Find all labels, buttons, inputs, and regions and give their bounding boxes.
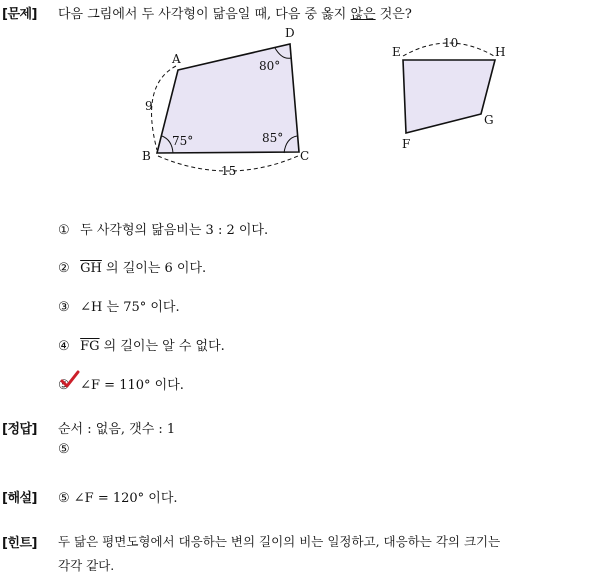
- quad-ehgf: [403, 60, 495, 133]
- answer-tag: [정답]: [2, 422, 37, 437]
- answer-line-1: 순서 : 없음, 갯수 : 1: [58, 422, 176, 437]
- question-prefix: 다음 그림에서 두 사각형이 닮음일 때, 다음 중 옳지: [58, 7, 351, 22]
- option-text: ∠H 는 75° 이다.: [80, 300, 180, 315]
- label-d: D: [285, 26, 295, 40]
- explanation-tag: [해설]: [2, 491, 37, 506]
- option-1[interactable]: [58, 219, 268, 238]
- problem-tag: [문제]: [2, 7, 37, 22]
- option-number: ⑤: [58, 378, 70, 393]
- option-text: 두 사각형의 닮음비는 3 : 2 이다.: [80, 223, 269, 238]
- label-bc-length: 15: [221, 164, 237, 178]
- label-e: E: [392, 45, 401, 59]
- label-b: B: [142, 149, 151, 163]
- option-text: 의 길이는 알 수 없다.: [99, 339, 225, 354]
- label-eh-length: 10: [443, 36, 459, 50]
- option-number: ④: [58, 339, 70, 354]
- label-angle-b: 75°: [172, 134, 194, 148]
- option-number: ②: [58, 261, 70, 276]
- hint-line-1: 두 닮은 평면도형에서 대응하는 변의 길이의 비는 일정하고, 대응하는 각의 크기는: [58, 534, 501, 549]
- label-g: G: [484, 113, 494, 127]
- hint-line-2: 각각 같다.: [58, 558, 115, 573]
- label-angle-d: 80°: [259, 59, 281, 73]
- option-number: ①: [58, 223, 70, 238]
- option-text: ∠F = 110° 이다.: [80, 378, 184, 393]
- label-f: F: [402, 137, 411, 151]
- segment-gh: $\overline{GH}$: [80, 261, 102, 276]
- answer-line-2: ⑤: [58, 442, 70, 457]
- option-text: 의 길이는 6 이다.: [101, 261, 207, 276]
- question-suffix: 것은?: [375, 7, 412, 22]
- checkmark-icon: [60, 370, 80, 390]
- question-emphasis: 않은: [350, 7, 376, 22]
- label-a: A: [172, 52, 181, 66]
- label-c: C: [300, 149, 310, 163]
- segment-fg: $\overline{FG}$: [80, 339, 100, 354]
- label-ab-length: 9: [145, 99, 153, 113]
- hint-tag: [힌트]: [2, 536, 37, 551]
- option-number: ③: [58, 300, 70, 315]
- option-3[interactable]: [58, 296, 180, 315]
- explanation-text: ⑤ ∠F = 120° 이다.: [58, 491, 178, 506]
- quadrilateral-figure: [0, 0, 591, 200]
- label-angle-c: 85°: [262, 131, 284, 145]
- label-h: H: [495, 45, 506, 59]
- option-4[interactable]: [58, 335, 225, 354]
- option-2[interactable]: [58, 257, 206, 276]
